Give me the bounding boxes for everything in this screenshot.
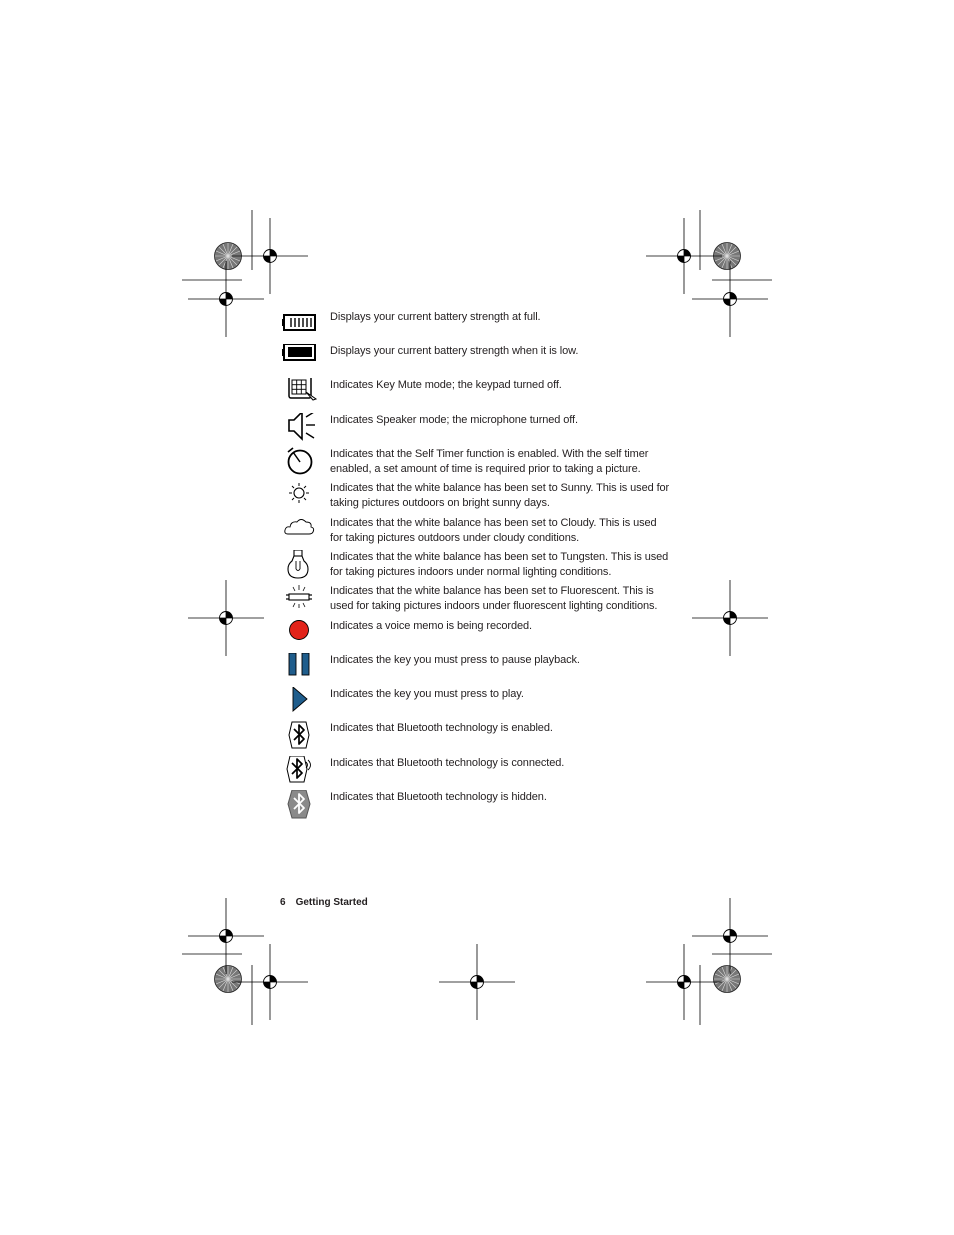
entry-description: Indicates the key you must press to play.	[330, 688, 524, 700]
entry-description: Indicates a voice memo is being recorded.	[330, 620, 532, 632]
record-icon	[282, 619, 318, 653]
fluorescent-tube-icon	[282, 584, 318, 618]
bluetooth-connected-icon	[282, 756, 318, 790]
entry-description: Indicates that the white balance has been set to Tungsten. This is used for taking pictures indoors under normal lighting conditions.	[330, 551, 669, 578]
battery-low-icon	[282, 344, 318, 378]
entry-description: Indicates that Bluetooth technology is connected.	[330, 757, 565, 769]
entry-description: Indicates Speaker mode; the microphone turned off.	[330, 414, 578, 426]
page-footer	[280, 897, 368, 908]
entry-description: Indicates that the white balance has been set to Fluorescent. This is used for taking pictures indoors under fluorescent lighting conditions.	[330, 585, 658, 612]
bluetooth-enabled-icon	[282, 721, 318, 755]
sunny-icon	[282, 481, 318, 515]
self-timer-icon	[282, 447, 318, 481]
cloudy-icon	[282, 516, 318, 550]
entry-description: Displays your current battery strength at full.	[330, 311, 541, 323]
battery-full-icon	[282, 310, 318, 344]
bluetooth-hidden-icon	[282, 790, 318, 824]
entry-description: Indicates Key Mute mode; the keypad turned off.	[330, 379, 562, 391]
tungsten-bulb-icon	[282, 550, 318, 584]
entry-description: Displays your current battery strength when it is low.	[330, 345, 579, 357]
entry-description: Indicates that the white balance has been set to Cloudy. This is used for taking pictures outdoors under cloudy conditions.	[330, 517, 657, 544]
entry-description: Indicates the key you must press to pause playback.	[330, 654, 580, 666]
page-number: 6	[280, 897, 286, 908]
entry-description: Indicates that the white balance has been set to Sunny. This is used for taking pictures outdoors on bright sunny days.	[330, 482, 670, 509]
section-title: Getting Started	[295, 897, 368, 908]
entry-description: Indicates that Bluetooth technology is hidden.	[330, 791, 547, 803]
key-mute-icon	[282, 378, 318, 412]
pause-icon	[282, 653, 318, 687]
speaker-mode-icon	[282, 413, 318, 447]
entry-description: Indicates that the Self Timer function is enabled. With the self timer enabled, a set amount of time is required prior to taking a picture.	[330, 448, 649, 475]
play-icon	[282, 687, 318, 721]
entry-description: Indicates that Bluetooth technology is enabled.	[330, 722, 553, 734]
